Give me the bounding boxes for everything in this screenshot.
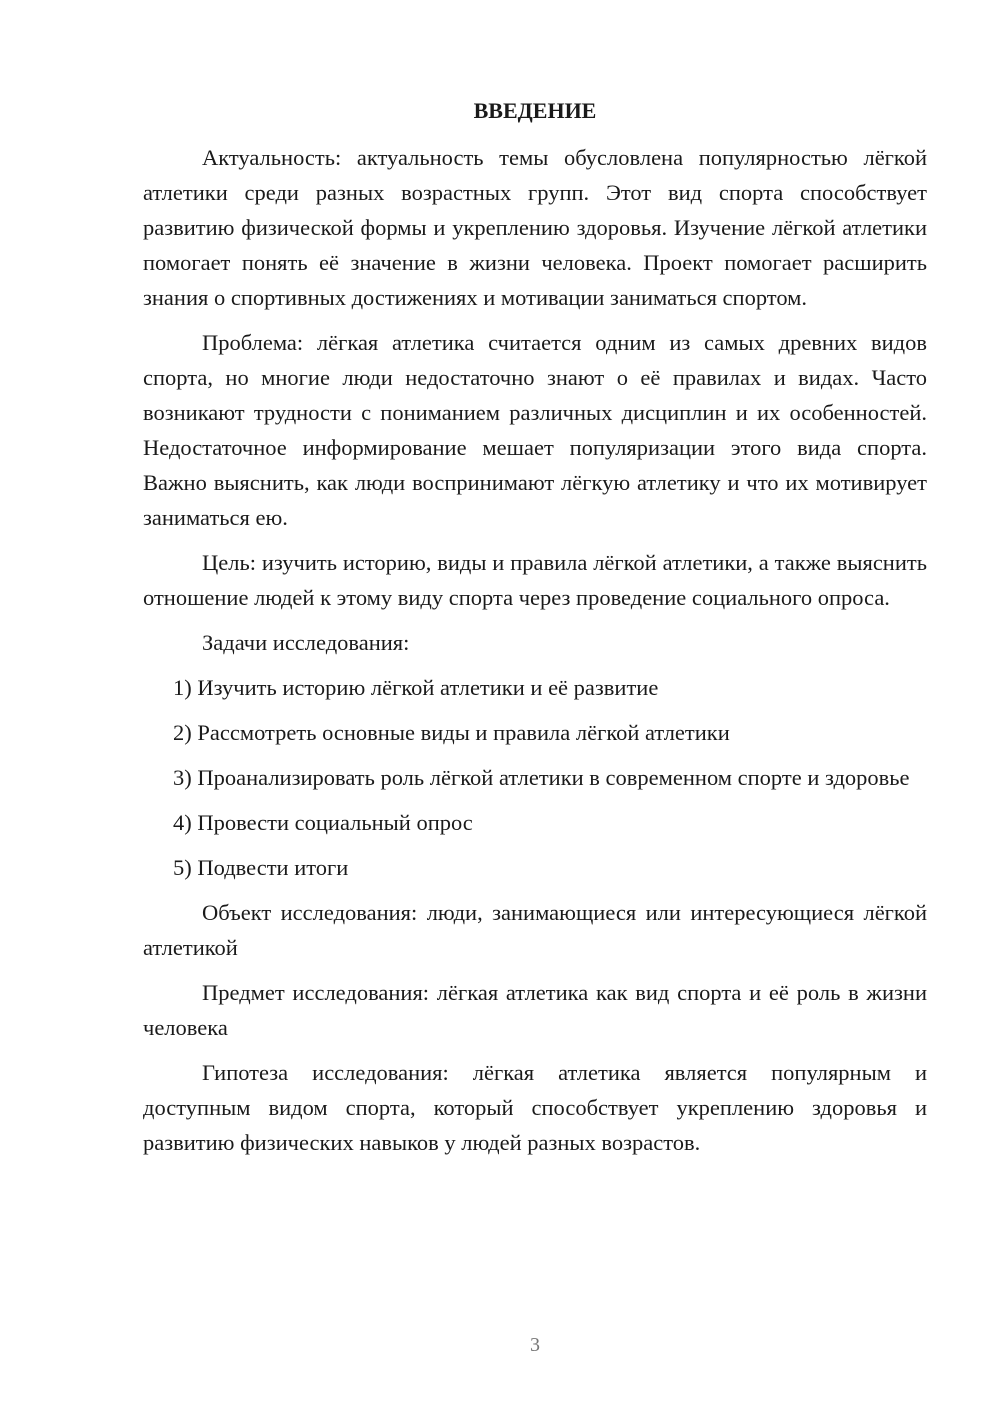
- paragraph-object: Объект исследования: люди, занимающиеся или интересующиеся лёгкой атлетикой: [143, 900, 927, 960]
- task-item-3: 3) Проанализировать роль лёгкой атлетики в современном спорте и здоровье: [173, 765, 910, 790]
- tasks-heading: Задачи исследования:: [202, 630, 410, 655]
- paragraph-goal: Цель: изучить историю, виды и правила лёгкой атлетики, а также выяснить отношение людей к этому виду спорта через проведение социального опроса.: [143, 550, 927, 610]
- page-title: ВВЕДЕНИЕ: [473, 98, 597, 123]
- paragraph-subject: Предмет исследования: лёгкая атлетика как вид спорта и её роль в жизни человека: [143, 980, 927, 1040]
- paragraph-relevance: Актуальность: актуальность темы обусловлена популярностью лёгкой атлетики среди разных возрастных групп. Этот вид спорта способствует развитию физической формы и укреплению здоровья. Изучение лёгкой атлетики помогает понять её значение в жизни человека. Проект помогает расширить знания о спортивных достижениях и мотивации заниматься спортом.: [143, 145, 927, 310]
- task-item-4: 4) Провести социальный опрос: [173, 810, 473, 835]
- page-content: [143, 96, 927, 1160]
- paragraph-hypothesis: Гипотеза исследования: лёгкая атлетика является популярным и доступным видом спорта, который способствует укреплению здоровья и развитию физических навыков у людей разных возрастов.: [143, 1060, 927, 1155]
- task-item-2: 2) Рассмотреть основные виды и правила лёгкой атлетики: [173, 720, 730, 745]
- paragraph-problem: Проблема: лёгкая атлетика считается одним из самых древних видов спорта, но многие люди недостаточно знают о её правилах и видах. Часто возникают трудности с пониманием различных дисциплин и их особенностей. Недостаточное информирование мешает популяризации этого вида спорта. Важно выяснить, как люди воспринимают лёгкую атлетику и что их мотивирует заниматься ею.: [143, 330, 927, 530]
- task-item-1: 1) Изучить историю лёгкой атлетики и её развитие: [173, 675, 659, 700]
- task-item-5: 5) Подвести итоги: [173, 855, 349, 880]
- page-number: 3: [530, 1334, 540, 1356]
